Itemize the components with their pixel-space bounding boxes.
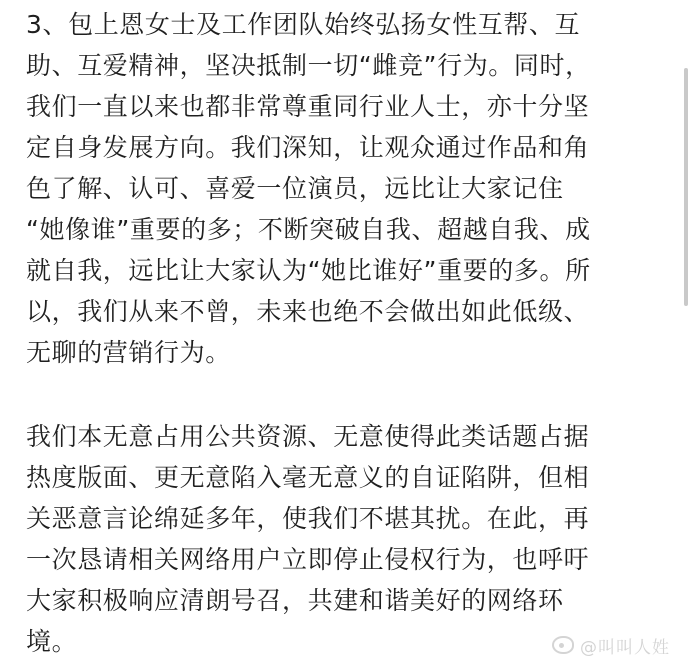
text-line: 就自我，远比让大家认为“她比谁好”重要的多。所 bbox=[26, 256, 591, 285]
text-line: 大家积极响应清朗号召，共建和谐美好的网络环 bbox=[26, 586, 564, 615]
paragraph-1 bbox=[26, 4, 666, 373]
vertical-scrollbar[interactable] bbox=[684, 68, 688, 306]
text-line: 色了解、认可、喜爱一位演员，远比让大家记住 bbox=[26, 174, 564, 203]
text-line: 关恶意言论绵延多年，使我们不堪其扰。在此，再 bbox=[26, 504, 590, 533]
watermark bbox=[552, 630, 670, 660]
text-line: 境。 bbox=[26, 627, 78, 656]
text-line: 热度版面、更无意陷入毫无意义的自证陷阱，但相 bbox=[26, 463, 590, 492]
text-line: 定自身发展方向。我们深知，让观众通过作品和角 bbox=[26, 133, 590, 162]
text-line: 我们一直以来也都非常尊重同行业人士，亦十分坚 bbox=[26, 92, 590, 121]
watermark-text: @叫叫人姓 bbox=[580, 637, 670, 658]
text-line: 助、互爱精神，坚决抵制一切“雌竞”行为。同时， bbox=[26, 51, 591, 80]
weibo-logo-icon bbox=[552, 636, 574, 654]
text-line: 3、包上恩女士及工作团队始终弘扬女性互帮、互 bbox=[26, 10, 581, 39]
text-line: 以，我们从来不曾，未来也绝不会做出如此低级、 bbox=[26, 297, 590, 326]
text-line: 无聊的营销行为。 bbox=[26, 338, 231, 367]
text-line: “她像谁”重要的多；不断突破自我、超越自我、成 bbox=[26, 215, 591, 244]
paragraph-2 bbox=[26, 416, 666, 662]
text-line: 我们本无意占用公共资源、无意使得此类话题占据 bbox=[26, 422, 590, 451]
text-line: 一次恳请相关网络用户立即停止侵权行为，也呼吁 bbox=[26, 545, 590, 574]
